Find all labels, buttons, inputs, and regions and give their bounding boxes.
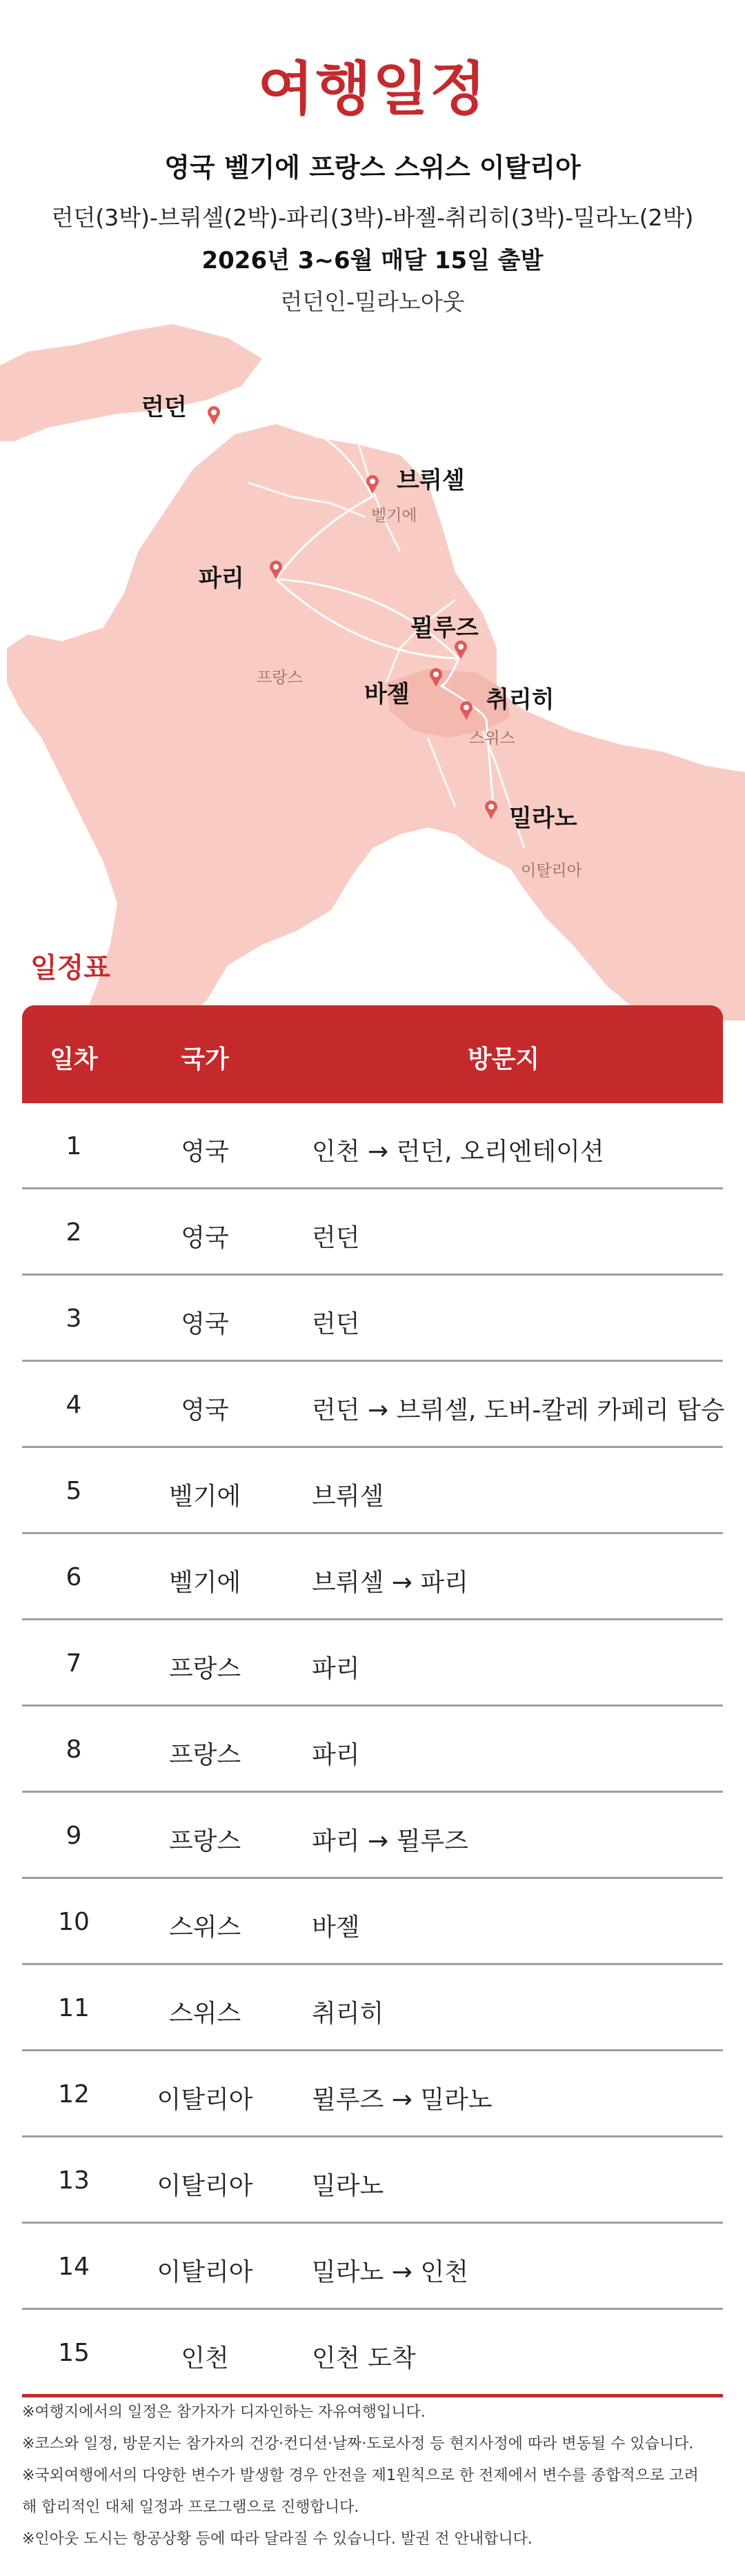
cell-day: 3 — [66, 1305, 82, 1333]
cell-day: 8 — [66, 1735, 82, 1764]
city-label-milan: 밀라노 — [509, 805, 577, 832]
cell-country: 영국 — [181, 1224, 229, 1252]
city-label-zurich: 취리히 — [486, 686, 555, 714]
table-row — [22, 2137, 723, 2224]
header-country: 국가 — [181, 1045, 229, 1074]
notes — [22, 2397, 723, 2555]
cell-visit: 파리 → 뮐루즈 — [312, 1827, 468, 1855]
map-land-england — [0, 324, 262, 441]
country-label-switzerland: 스위스 — [469, 729, 515, 747]
note-line: ※코스와 일정, 방문지는 참가자의 건강·컨디션·날짜·도로사정 등 현지사정에 따라 변동될 수 있습니다. — [22, 2435, 694, 2453]
cell-visit: 브뤼셀 → 파리 — [312, 1569, 468, 1597]
cell-day: 2 — [66, 1218, 82, 1247]
cell-country: 프랑스 — [168, 1827, 241, 1855]
cell-country: 영국 — [181, 1310, 229, 1338]
city-label-paris: 파리 — [199, 565, 244, 592]
city-label-brussels: 브뤼셀 — [397, 467, 465, 494]
city-label-london: 런던 — [141, 394, 187, 421]
cell-day: 6 — [66, 1563, 82, 1591]
cell-visit: 인천 도착 — [312, 2344, 416, 2373]
table-header — [22, 1005, 723, 1103]
table-row — [22, 1965, 723, 2051]
in-out-cities: 런던인-밀라노아웃 — [280, 288, 465, 315]
cell-day: 12 — [58, 2080, 90, 2109]
cell-day: 7 — [66, 1649, 82, 1678]
cell-visit: 파리 — [312, 1655, 360, 1683]
page-title: 여행일정 — [257, 55, 488, 123]
table-row — [22, 1103, 723, 1189]
cell-day: 10 — [58, 1908, 90, 1936]
cell-country: 인천 — [181, 2344, 229, 2373]
cell-country: 영국 — [181, 1396, 229, 1425]
cell-country: 영국 — [181, 1138, 229, 1166]
cell-visit: 밀라노 — [312, 2172, 384, 2200]
cell-day: 9 — [66, 1822, 82, 1850]
cell-visit: 런던 — [312, 1310, 360, 1338]
cell-day: 14 — [58, 2253, 90, 2281]
table-row — [22, 2310, 723, 2397]
cell-day: 1 — [66, 1132, 82, 1160]
country-label-belgium: 벨기에 — [371, 507, 417, 525]
table-row — [22, 1189, 723, 1276]
table-row — [22, 1793, 723, 1879]
cell-country: 프랑스 — [168, 1741, 241, 1769]
note-line: ※여행지에서의 일정은 참가자가 디자인하는 자유여행입니다. — [22, 2404, 426, 2421]
cell-country: 이탈리아 — [157, 2258, 253, 2286]
cell-visit: 바젤 — [312, 1913, 360, 1942]
cell-day: 11 — [58, 1994, 90, 2022]
cell-day: 5 — [66, 1477, 82, 1505]
cell-day: 13 — [58, 2166, 90, 2195]
table-row — [22, 1276, 723, 1362]
table-row — [22, 1879, 723, 1965]
cell-visit: 밀라노 → 인천 — [312, 2258, 468, 2286]
trip-countries: 영국 벨기에 프랑스 스위스 이탈리아 — [164, 152, 581, 183]
country-label-france: 프랑스 — [257, 669, 303, 687]
cell-country: 스위스 — [168, 2000, 241, 2028]
cell-day: 15 — [58, 2339, 90, 2367]
schedule-table — [22, 1005, 723, 2397]
cell-visit: 런던 → 브뤼셀, 도버-칼레 카페리 탑승 — [312, 1396, 725, 1425]
country-label-italy: 이탈리아 — [521, 862, 582, 880]
cell-country: 이탈리아 — [157, 2172, 253, 2200]
note-line: ※인아웃 도시는 항공상황 등에 따라 달라질 수 있습니다. 발권 전 안내합니다. — [22, 2530, 533, 2548]
note-line: 해 합리적인 대체 일정과 프로그램으로 진행합니다. — [22, 2499, 359, 2516]
schedule-title: 일정표 — [30, 952, 110, 984]
cell-country: 이탈리아 — [157, 2086, 253, 2114]
city-label-basel: 바젤 — [364, 681, 410, 708]
cell-visit: 파리 — [312, 1741, 360, 1769]
table-row — [22, 2051, 723, 2137]
route-map — [0, 324, 745, 1020]
departure-dates: 2026년 3~6월 매달 15일 출발 — [201, 247, 544, 274]
cell-country: 벨기에 — [168, 1482, 241, 1511]
table-row — [22, 1448, 723, 1534]
table-row — [22, 1707, 723, 1793]
cell-visit: 취리히 — [312, 2000, 384, 2028]
trip-route: 런던(3박)-브뤼셀(2박)-파리(3박)-바젤-취리히(3박)-밀라노(2박) — [51, 204, 694, 231]
cell-visit: 런던 — [312, 1224, 360, 1252]
note-line: ※국외여행에서의 다양한 변수가 발생할 경우 안전을 제1원칙으로 한 전제에서 변수를 종합적으로 고려 — [22, 2467, 699, 2484]
header-visit: 방문지 — [467, 1045, 540, 1074]
cell-visit: 인천 → 런던, 오리엔테이션 — [312, 1138, 604, 1166]
cell-visit: 브뤼셀 — [312, 1482, 384, 1511]
cell-country: 스위스 — [168, 1913, 241, 1942]
table-row — [22, 2224, 723, 2310]
cell-country: 프랑스 — [168, 1655, 241, 1683]
cell-country: 벨기에 — [168, 1569, 241, 1597]
table-row — [22, 1362, 723, 1448]
city-label-mulhouse: 뮐루즈 — [410, 614, 479, 642]
cell-day: 4 — [66, 1391, 82, 1419]
table-row — [22, 1534, 723, 1620]
table-row — [22, 1620, 723, 1707]
cell-visit: 뮐루즈 → 밀라노 — [312, 2086, 493, 2114]
header-day: 일차 — [50, 1045, 98, 1074]
